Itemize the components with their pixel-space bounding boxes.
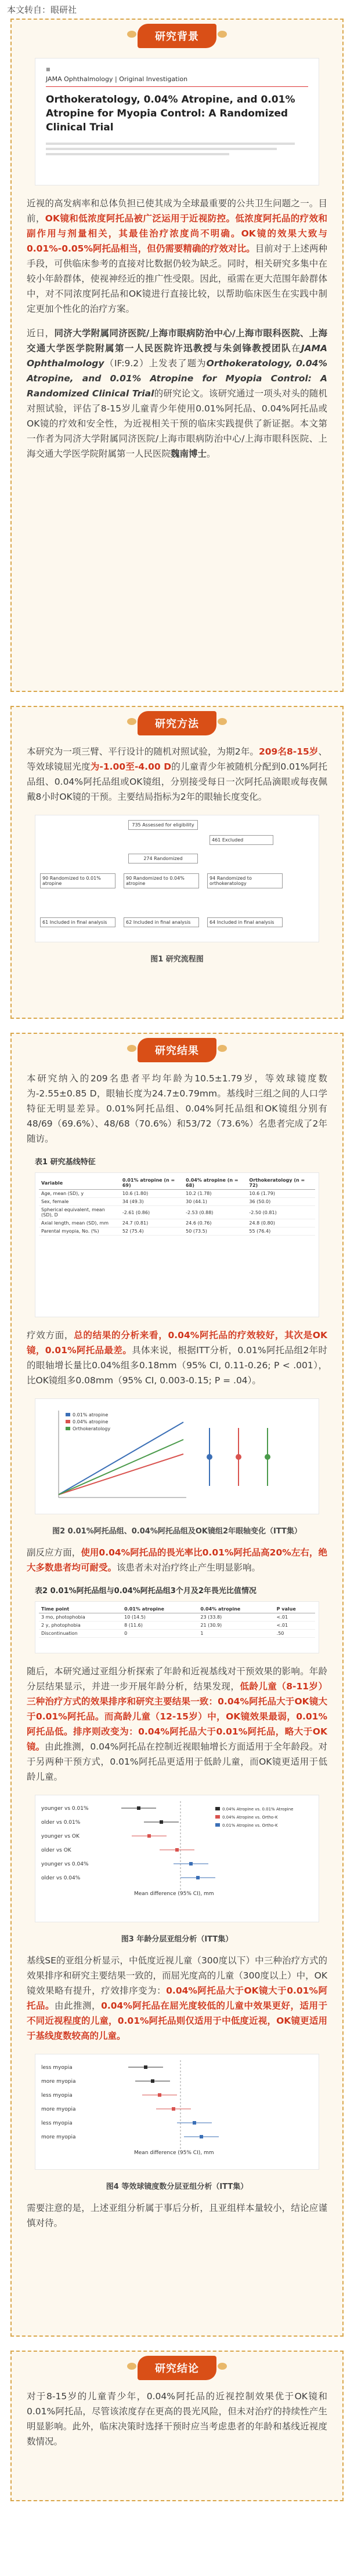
- table-1: [35, 1172, 319, 1317]
- results-paragraph-3: 副反应方面，使用0.04%阿托品的畏光率比0.01%阿托品高20%左右，绝大多数患者均可耐受。该患者未对治疗终止产生明显影响。: [27, 1547, 327, 1573]
- dist-point: [207, 1454, 212, 1460]
- section-title: 研究结果: [138, 1038, 216, 1062]
- dist-point: [265, 1454, 270, 1460]
- forest-row-label: more myopia: [41, 2107, 76, 2112]
- legend-label: 0.04% atropine: [73, 1419, 109, 1424]
- table-cell: Spherical equivalent, mean (SD), D: [39, 1206, 120, 1219]
- section-header: [12, 20, 342, 52]
- forest-row-label: younger vs 0.04%: [41, 1861, 89, 1867]
- point-estimate: [175, 1848, 179, 1852]
- table-cell: 10.6 (1.80): [120, 1190, 183, 1198]
- table-header-cell: Time point: [39, 1605, 122, 1613]
- table-cell: .50: [274, 1630, 315, 1638]
- figure-4: [35, 2054, 319, 2170]
- legend-swatch: [66, 1427, 70, 1430]
- section-header: [12, 1034, 342, 1066]
- table-cell: 0: [122, 1630, 198, 1638]
- series-line: [59, 1454, 183, 1495]
- table-cell: Discontinuation: [39, 1630, 122, 1638]
- legend-swatch: [66, 1420, 70, 1423]
- table-cell: 21 (30.9): [198, 1622, 274, 1630]
- figure-3-caption: 图3 年龄分层亚组分析（ITT集）: [121, 1935, 233, 1944]
- table-cell: 23 (33.8): [198, 1613, 274, 1622]
- paper-title: Orthokeratology, 0.04% Atropine, and 0.01% Atropine for Myopia Control: A Randomized Clinical Trial: [46, 94, 295, 133]
- section-title: 研究方法: [138, 711, 216, 735]
- point-estimate: [200, 2135, 203, 2138]
- table-header-cell: 0.01% atropine: [122, 1605, 198, 1613]
- table-header-cell: Orthokeratology (n = 72): [247, 1176, 315, 1190]
- table-row: [39, 1219, 315, 1227]
- table-cell: 10.6 (1.79): [247, 1190, 315, 1198]
- forest-row-label: older vs 0.04%: [41, 1875, 81, 1881]
- table-header-cell: 0.04% atropine (n = 68): [183, 1176, 247, 1190]
- point-estimate: [147, 1834, 151, 1838]
- methods-section: [10, 706, 344, 1019]
- table-cell: 24.6 (0.76): [183, 1219, 247, 1227]
- legend-swatch: [215, 1815, 220, 1819]
- point-estimate: [158, 2093, 161, 2097]
- figure-4-caption: 图4 等效球镜度数分层亚组分析（ITT集）: [106, 2183, 248, 2191]
- flow-analysis-001: 61 Included in final analysis: [40, 917, 115, 927]
- series-line: [59, 1440, 183, 1495]
- table-cell: 24.7 (0.81): [120, 1219, 183, 1227]
- flow-arm-001: 90 Randomized to 0.01% atropine: [40, 873, 115, 888]
- table-cell: 24.8 (0.80): [247, 1219, 315, 1227]
- results-paragraph-2: 疗效方面，总的结果的分析来看，0.04%阿托品的疗效较好，其次是OK镜，0.01%阿托品最差。具体来说，根据ITT分析，0.01%阿托品组2年时的眼轴增长量比0.04%组多0.18mm（95% CI, 0.11-0.26; P < .001），比OK镜组多0.08mm（95% CI, 0.003-0.15; P = .04）。: [27, 1330, 327, 1386]
- section-title: 研究背景: [138, 24, 216, 48]
- forest-row-label: less myopia: [41, 2120, 73, 2126]
- table-1-title: 表1 研究基线特征: [35, 1158, 96, 1167]
- results-paragraph-5: 基线SE的亚组分析显示，中低度近视儿童（300度以下）中三种治疗方式的效果排序和研究主要结果一致的，而屈光度高的儿童（300度以上）中，OK镜效果略有提升，疗效排序变为：0.04%阿托品大于OK镜大于0.01%阿托品。由此推测，0.04%阿托品在屈光度较低的儿童中效果更好，适用于不同近视程度的儿童，0.01%阿托品则仅适用于中低度近视，OK镜更适用于基线度数较高的儿童。: [27, 1955, 327, 2041]
- legend-swatch: [66, 1413, 70, 1416]
- figure-3-forest-plot: [35, 1795, 295, 1923]
- table-cell: 55 (76.4): [247, 1227, 315, 1236]
- series-line: [59, 1422, 183, 1495]
- flow-arm-004: 90 Randomized to 0.04% atropine: [124, 873, 199, 888]
- legend-swatch: [215, 1823, 220, 1827]
- figure-2-caption: 图2 0.01%阿托品组、0.04%阿托品组及OK镜组2年眼轴变化（ITT集）: [52, 1527, 302, 1536]
- figure-3: [35, 1795, 319, 1922]
- point-estimate: [196, 1876, 200, 1879]
- table-2-title: 表2 0.01%阿托品组与0.04%阿托品组3个月及2年畏光比值情况: [35, 1587, 257, 1595]
- results-paragraph-1: 本研究纳入的209名患者平均年龄为10.5±1.79岁，等效球镜度数为-2.55±0.85 D，眼轴长度为24.7±0.79mm。基线时三组之间的人口学特征无明显差异。0.01%阿托品组、0.04%阿托品组和OK镜组分别有48/69（69.6%）、48/68（70.6%）和53/72（73.6%）名患者完成了2年随访。: [27, 1073, 327, 1144]
- flow-arm-ok: 94 Randomized to orthokeratology: [207, 873, 283, 888]
- table-row: [39, 1227, 315, 1236]
- forest-row-label: older vs OK: [41, 1848, 71, 1853]
- table-header-cell: Variable: [39, 1176, 120, 1190]
- paper-author-lines: [46, 143, 308, 155]
- table-cell: 8 (11.6): [122, 1622, 198, 1630]
- conclusion-section: [10, 2351, 344, 2501]
- table-cell: 34 (49.3): [120, 1198, 183, 1206]
- paper-research-tag: ■: [46, 67, 50, 72]
- point-estimate: [172, 2107, 175, 2111]
- background-paragraph-1: 近视的高发病率和总体负担已使其成为全球最重要的公共卫生问题之一。目前，OK镜和低浓度阿托品被广泛运用于近视防控。低浓度阿托品的疗效和副作用与剂量相关，其最佳治疗浓度尚不明确。OK镜的效果大致与0.01%-0.05%阿托品相当，但仍需要精确的疗效对比。目前对于上述两种手段，可供临床参考的直接对比数据仍较为缺乏。同时，相关研究多集中在较小年龄群体，使视神经近的推广性受限。因此，亟需在更大范围年龄群体中，对不同浓度阿托品和OK镜进行直接比较，以帮助临床医生在实践中制定更加个性化的治疗方案。: [27, 198, 327, 314]
- forest-row-label: more myopia: [41, 2079, 76, 2085]
- forest-row-label: less myopia: [41, 2065, 73, 2071]
- figure-4-forest-plot: [35, 2054, 295, 2170]
- table-cell: -2.61 (0.86): [120, 1206, 183, 1219]
- table-cell: Sex, female: [39, 1198, 120, 1206]
- table-row: [39, 1622, 315, 1630]
- table-cell: 2 y, photophobia: [39, 1622, 122, 1630]
- figure-2-chart: [35, 1399, 295, 1515]
- forest-row-label: less myopia: [41, 2093, 73, 2098]
- table-cell: <.01: [274, 1613, 315, 1622]
- paper-header-image: [35, 58, 319, 185]
- forest-row-label: younger vs OK: [41, 1834, 80, 1839]
- table-cell: 3 mo, photophobia: [39, 1613, 122, 1622]
- table-row: [39, 1198, 315, 1206]
- table-header-cell: 0.01% atropine (n = 69): [120, 1176, 183, 1190]
- table-cell: <.01: [274, 1622, 315, 1630]
- flow-analysis-ok: 64 Included in final analysis: [207, 917, 283, 927]
- forest-row-label: more myopia: [41, 2134, 76, 2140]
- axis-label: Mean difference (95% CI), mm: [134, 2150, 214, 2156]
- forest-row-label: older vs 0.01%: [41, 1820, 81, 1826]
- flow-analysis-004: 62 Included in final analysis: [124, 917, 199, 927]
- table-row: [39, 1206, 315, 1219]
- table-header-cell: 0.04% atropine: [198, 1605, 274, 1613]
- results-paragraph-4: 随后，本研究通过亚组分析探索了年龄和近视基线对干预效果的影响。年龄分层结果显示，并进一步开展年龄分析，结果发现，低龄儿童（8-11岁）三种治疗方式的效果排序和研究主要结果一致：0.04%阿托品大于OK镜大于0.01%阿托品。而高龄儿童（12-15岁）中，OK镜效果最弱，0.01%阿托品低。排序则改变为：0.04%阿托品大于0.01%阿托品，略大于OK镜。由此推测，0.04%阿托品在控制近视眼轴增长方面适用于全年龄段。对于另两种干预方式，0.01%阿托品更适用于低龄儿童，而OK镜更适用于低龄儿童。: [27, 1666, 327, 1782]
- legend-label: 0.04% Atropine vs. 0.01% Atropine: [222, 1807, 294, 1812]
- table-row: [39, 1613, 315, 1622]
- point-estimate: [144, 2065, 147, 2069]
- legend-swatch: [215, 1807, 220, 1810]
- results-paragraph-6: 需要注意的是，上述亚组分析属于事后分析，且亚组样本量较小，结论应谨慎对待。: [27, 2203, 327, 2228]
- methods-paragraph: 本研究为一项三臂、平行设计的随机对照试验，为期2年。209名8-15岁、等效球镜屈光度为-1.00至-4.00 D的儿童青少年被随机分配到0.01%阿托品组、0.04%阿托品组或OK镜组，分别接受每日一次阿托品滴眼或每夜佩戴8小时OK镜的干预。主要结局指标为2年的眼轴长度变化。: [27, 746, 327, 802]
- legend-label: 0.01% Atropine vs. Ortho-K: [222, 1823, 278, 1828]
- table-2: [35, 1601, 319, 1653]
- table-cell: -2.53 (0.88): [183, 1206, 247, 1219]
- table-cell: 10.2 (1.78): [183, 1190, 247, 1198]
- conclusion-paragraph: 对于8-15岁的儿童青少年，0.04%阿托品的近视控制效果优于OK镜和0.01%阿托品，尽管该浓度存在更高的畏光风险，但未对治疗的持续性产生明显影响。此外，临床决策时选择干预时应当考虑患者的年龄和基线近视度数情况。: [27, 2391, 327, 2447]
- flow-diagram: [35, 815, 319, 942]
- flow-assessed: 735 Assessed for eligibility: [128, 820, 198, 830]
- point-estimate: [151, 2079, 154, 2083]
- figure-1-caption: 图1 研究流程图: [150, 955, 204, 964]
- table-cell: 36 (50.0): [247, 1198, 315, 1206]
- legend-label: 0.04% Atropine vs. Ortho-K: [222, 1815, 278, 1820]
- dist-point: [236, 1454, 241, 1460]
- table-cell: 52 (75.4): [120, 1227, 183, 1236]
- table-cell: Parental myopia, No. (%): [39, 1227, 120, 1236]
- background-paragraph-2: 近日，同济大学附属同济医院/上海市眼病防治中心/上海市眼科医院、上海交通大学医学院附属第一人民医院许迅教授与朱剑锋教授团队在JAMA Ophthalmology（IF:9.2）上发表了题为Orthokeratology, 0.04% Atropine, and 0.01% Atropine for Myopia Control: A Randomized Clinical Trial的研究论文。该研究通过一项头对头的随机对照试验，评估了8-15岁儿童青少年使用0.01%阿托品、0.04%阿托品或OK镜的疗效和安全性，为近视相关干预的临床实践提供了新证据。本文第一作者为同济大学附属同济医院/上海市眼病防治中心/上海市眼科医院、上海交通大学医学院附属第一人民医院魏南博士。: [27, 328, 327, 459]
- table-cell: 1: [198, 1630, 274, 1638]
- legend-label: Orthokeratology: [73, 1426, 111, 1431]
- section-header: [12, 2352, 342, 2384]
- table-cell: Age, mean (SD), y: [39, 1190, 120, 1198]
- forest-row-label: younger vs 0.01%: [41, 1806, 89, 1812]
- legend-label: 0.01% atropine: [73, 1412, 109, 1418]
- table-row: [39, 1190, 315, 1198]
- results-section: [10, 1033, 344, 2337]
- table-cell: 50 (73.5): [183, 1227, 247, 1236]
- point-estimate: [193, 2121, 196, 2125]
- background-section: [10, 19, 344, 692]
- axis-label: Mean difference (95% CI), mm: [134, 1891, 214, 1897]
- table-cell: 10 (14.5): [122, 1613, 198, 1622]
- point-estimate: [189, 1862, 193, 1865]
- flow-excluded: 461 Excluded: [209, 835, 273, 845]
- table-header-cell: P value: [274, 1605, 315, 1613]
- point-estimate: [160, 1820, 163, 1824]
- table-row: [39, 1630, 315, 1638]
- source-line: 本文转自：眼研社: [7, 5, 77, 15]
- section-title: 研究结论: [138, 2356, 216, 2380]
- section-header: [12, 707, 342, 739]
- table-cell: -2.50 (0.81): [247, 1206, 315, 1219]
- paper-journal: JAMA Ophthalmology | Original Investigation: [46, 75, 308, 87]
- table-cell: Axial length, mean (SD), mm: [39, 1219, 120, 1227]
- point-estimate: [137, 1806, 140, 1810]
- table-cell: 30 (44.1): [183, 1198, 247, 1206]
- flow-randomized: 274 Randomized: [128, 854, 198, 863]
- figure-2: [35, 1398, 319, 1514]
